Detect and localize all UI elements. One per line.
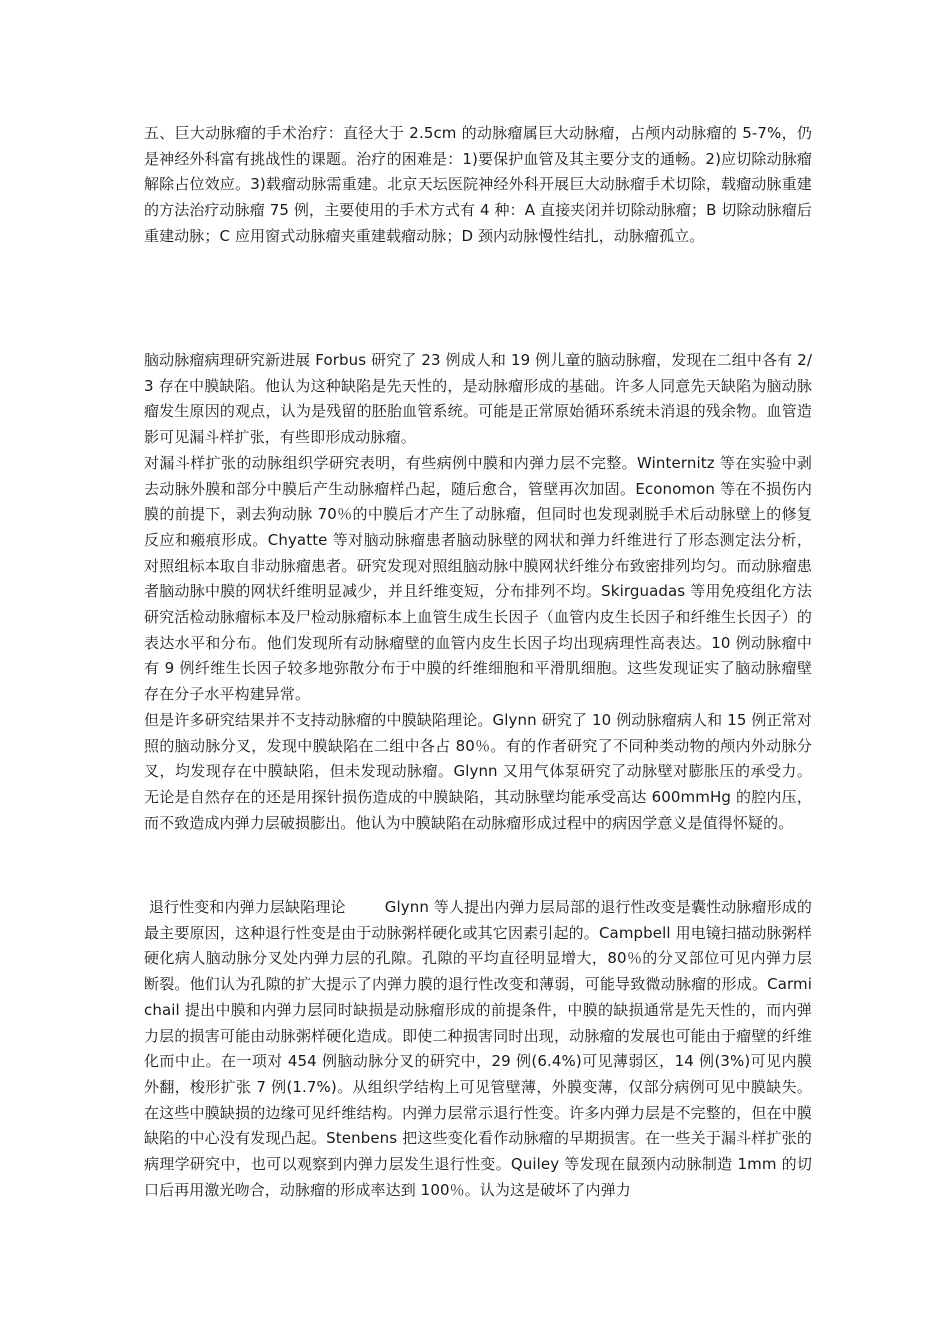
section-degeneration-theory [144, 895, 812, 1203]
paragraph-degeneration-elastic-lamina: 退行性变和内弹力层缺陷理论 Glynn 等人提出内弹力层局部的退行性改变是囊性动脉瘤形成的最主要原因，这种退行性变是由于动脉粥样硬化或其它因素引起的。Campbell 用电镜扫描动脉粥样硬化病人脑动脉分叉处内弹力层的孔隙。孔隙的平均直径明显增大，80％的分叉部位可见内弹力层断裂。他们认为孔隙的扩大提示了内弹力膜的退行性改变和薄弱，可能导致微动脉瘤的形成。Carmichail 提出中膜和内弹力层同时缺损是动脉瘤形成的前提条件，中膜的缺损通常是先天性的，而内弹力层的损害可能由动脉粥样硬化造成。即使二种损害同时出现，动脉瘤的发展也可能由于瘤壁的纤维化而中止。在一项对 454 例脑动脉分叉的研究中，29 例(6.4%)可见薄弱区，14 例(3%)可见内膜外翻，梭形扩张 7 例(1.7%)。从组织学结构上可见管壁薄，外膜变薄，仅部分病例可见中膜缺失。在这些中膜缺损的边缘可见纤维结构。内弹力层常示退行性变。许多内弹力层是不完整的，但在中膜缺陷的中心没有发现凸起。Stenbens 把这些变化看作动脉瘤的早期损害。在一些关于漏斗样扩张的病理学研究中，也可以观察到内弹力层发生退行性变。Quiley 等发现在鼠颈内动脉制造 1mm 的切口后再用激光吻合，动脉瘤的形成率达到 100％。认为这是破坏了内弹力 [144, 898, 812, 1199]
section-pathology-research [144, 348, 812, 836]
paragraph-pathology-advances: 脑动脉瘤病理研究新进展 Forbus 研究了 23 例成人和 19 例儿童的脑动脉瘤，发现在二组中各有 2/3 存在中膜缺陷。他认为这种缺陷是先天性的，是动脉瘤形成的基础。许多人同意先天缺陷为脑动脉瘤发生原因的观点，认为是残留的胚胎血管系统。可能是正常原始循环系统未消退的残余物。血管造影可见漏斗样扩张，有些即形成动脉瘤。 [144, 351, 812, 447]
paragraph-funnel-dilation-histology: 对漏斗样扩张的动脉组织学研究表明，有些病例中膜和内弹力层不完整。Winternitz 等在实验中剥去动脉外膜和部分中膜后产生动脉瘤样凸起，随后愈合，管壁再次加固。Economon 等在不损伤内膜的前提下，剥去狗动脉 70％的中膜后才产生了动脉瘤，但同时也发现剥脱手术后动脉壁上的修复反应和瘢痕形成。Chyatte 等对脑动脉瘤患者脑动脉壁的网状和弹力纤维进行了形态测定法分析，对照组标本取自非动脉瘤患者。研究发现对照组脑动脉中膜网状纤维分布致密排列均匀。而动脉瘤患者脑动脉中膜的网状纤维明显减少，并且纤维变短，分布排列不均。Skirguadas 等用免疫组化方法研究活检动脉瘤标本及尸检动脉瘤标本上血管生成生长因子（血管内皮生长因子和纤维生长因子）的表达水平和分布。他们发现所有动脉瘤壁的血管内皮生长因子均出现病理性高表达。10 例动脉瘤中有 9 例纤维生长因子较多地弥散分布于中膜的纤维细胞和平滑肌细胞。这些发现证实了脑动脉瘤壁存在分子水平构建异常。 [144, 453, 812, 704]
paragraph-media-defect-theory-critique: 但是许多研究结果并不支持动脉瘤的中膜缺陷理论。Glynn 研究了 10 例动脉瘤病人和 15 例正常对照的脑动脉分叉，发现中膜缺陷在二组中各占 80％。有的作者研究了不同种类动物的颅内外动脉分叉，均发现存在中膜缺陷，但未发现动脉瘤。Glynn 又用气体泵研究了动脉壁对膨胀压的承受力。无论是自然存在的还是用探针损伤造成的中膜缺陷，其动脉壁均能承受高达 600mmHg 的腔内压，而不致造成内弹力层破损膨出。他认为中膜缺陷在动脉瘤形成过程中的病因学意义是值得怀疑的。 [144, 710, 812, 832]
section-giant-aneurysm-surgery [144, 121, 812, 250]
paragraph-giant-aneurysm-surgery: 五、巨大动脉瘤的手术治疗：直径大于 2.5cm 的动脉瘤属巨大动脉瘤，占颅内动脉瘤的 5-7%，仍是神经外科富有挑战性的课题。治疗的困难是：1)要保护血管及其主要分支的通畅。2)应切除动脉瘤解除占位效应。3)载瘤动脉需重建。北京天坛医院神经外科开展巨大动脉瘤手术切除，载瘤动脉重建的方法治疗动脉瘤 75 例，主要使用的手术方式有 4 种：A 直接夹闭并切除动脉瘤；B 切除动脉瘤后重建动脉；C 应用窗式动脉瘤夹重建载瘤动脉；D 颈内动脉慢性结扎，动脉瘤孤立。 [144, 124, 812, 245]
